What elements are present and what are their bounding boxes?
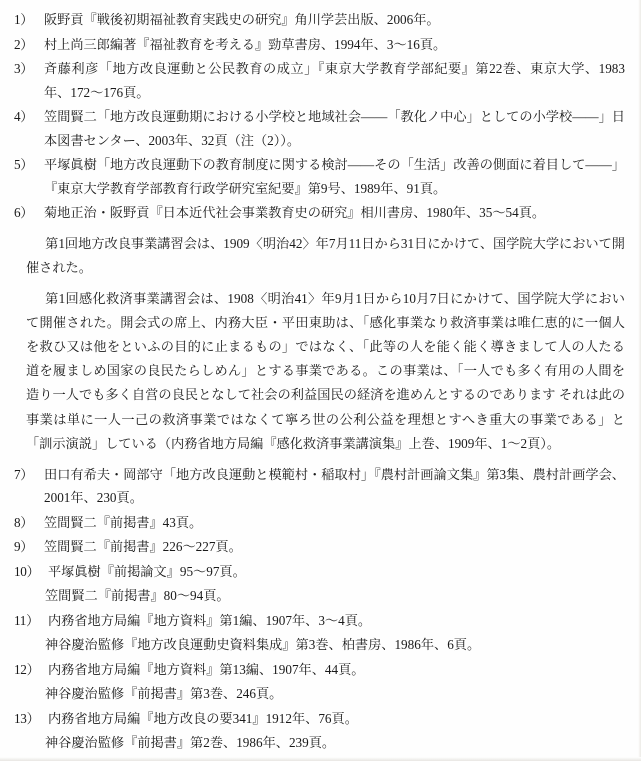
note-subline: 笠間賢二『前掲書』80～94頁。 [45, 588, 230, 604]
note-number: 9） [14, 539, 34, 555]
note-text: 笠間賢二『前掲書』43頁。 [44, 514, 203, 530]
note-subline: 神谷慶治監修『地方改良運動史資料集成』第3巻、柏書房、1986年、6頁。 [45, 637, 481, 653]
note-text: 笠間賢二『前掲書』226～227頁。 [44, 539, 242, 555]
list-item [14, 105, 625, 152]
note-text: 平塚眞樹「地方改良運動下の教育制度に関する検討――その「生活」改善の側面に着目して――」『東京大学教育学部教育行政学研究室紀要』第9号、1989年、91頁。 [44, 157, 625, 196]
list-item [14, 463, 625, 510]
note-number: 10） [14, 563, 40, 579]
note-text: 阪野貢『戦後初期福祉教育実践史の研究』角川学芸出版、2006年。 [44, 12, 440, 27]
note-text: 内務省地方局編『地方資料』第13編、1907年、44頁。 [48, 661, 365, 677]
list-item [14, 33, 625, 57]
note-text: 村上尚三郎編著『福祉教育を考える』勁草書房、1994年、3～16頁。 [44, 36, 447, 52]
list-item [14, 560, 625, 584]
list-item [14, 609, 625, 633]
note-text: 菊地正治・阪野貢『日本近代社会事業教育史の研究』相川書房、1980年、35～54頁。 [44, 205, 546, 220]
list-item [14, 201, 625, 225]
note-subline: 神谷慶治監修『前掲書』第3巻、246頁。 [45, 686, 283, 702]
list-item [14, 8, 625, 32]
note-number: 12） [14, 661, 40, 677]
list-item [14, 511, 625, 535]
note-number: 3） [14, 61, 34, 76]
note-text: 斉藤利彦「地方改良運動と公民教育の成立」『東京大学教育学部紀要』第22巻、東京大学、1983年、172～176頁。 [44, 61, 625, 100]
endnotes-list [14, 8, 625, 755]
note-number: 2） [14, 36, 34, 52]
note-number: 13） [14, 710, 40, 726]
note-subline: 神谷慶治監修『前掲書』第2巻、1986年、239頁。 [45, 735, 336, 751]
note-text: 田口有希夫・岡部守「地方改良運動と模範村・稲取村」『農村計画論文集』第3集、農村計画学会、2001年、230頁。 [44, 466, 625, 506]
note-text: 平塚眞樹『前掲論文』95～97頁。 [48, 563, 246, 579]
list-item [14, 707, 625, 731]
note-number: 11） [14, 612, 39, 628]
list-item [14, 658, 625, 682]
body-paragraph: 第1回感化救済事業講習会は、1908〈明治41〉年9月1日から10月7日にかけて、国学院大学において開催された。開会式の席上、内務大臣・平田東助は、「感化事業なり救済事業は唯仁恵的に一個人を救ひ又は他をといふの目的に止まるもの」ではなく、「此等の人を能く能く導きまして人の人たる道を履ましめ国家の良民たらしめん」とする事業である。この事業は、「一人でも多く有用の人間を造り一人でも多く自営の良民となして社会の利益国民の経済を進めんとするのであります それは此の事業は単に一人一己の救済事業ではなくて寧ろ世の公利公益を理想とすへき重大の事業である」と「訓示演説」している（内務省地方局編『感化救済事業講演集』上巻、1909年、1～2頁）。 [26, 290, 625, 451]
list-item [14, 535, 625, 559]
note-number: 6） [14, 205, 34, 220]
note-text: 内務省地方局編『地方資料』第1編、1907年、3～4頁。 [48, 612, 372, 628]
list-item [14, 153, 625, 200]
body-paragraph: 第1回地方改良事業講習会は、1909〈明治42〉年7月11日から31日にかけて、国学院大学において開催された。 [26, 235, 625, 275]
page-edge-shadow-bottom [0, 757, 641, 761]
note-number: 7） [14, 466, 34, 482]
note-text: 笠間賢二「地方改良運動期における小学校と地域社会――「教化ノ中心」としての小学校――」日本図書センター、2003年、32頁（注（2））。 [44, 109, 625, 148]
note-number: 4） [14, 109, 34, 124]
note-number: 5） [14, 157, 34, 172]
note-number: 8） [14, 514, 34, 530]
note-text: 内務省地方局編『地方改良の要341』1912年、76頁。 [48, 710, 358, 726]
note-number: 1） [14, 12, 34, 27]
list-item [14, 57, 625, 104]
